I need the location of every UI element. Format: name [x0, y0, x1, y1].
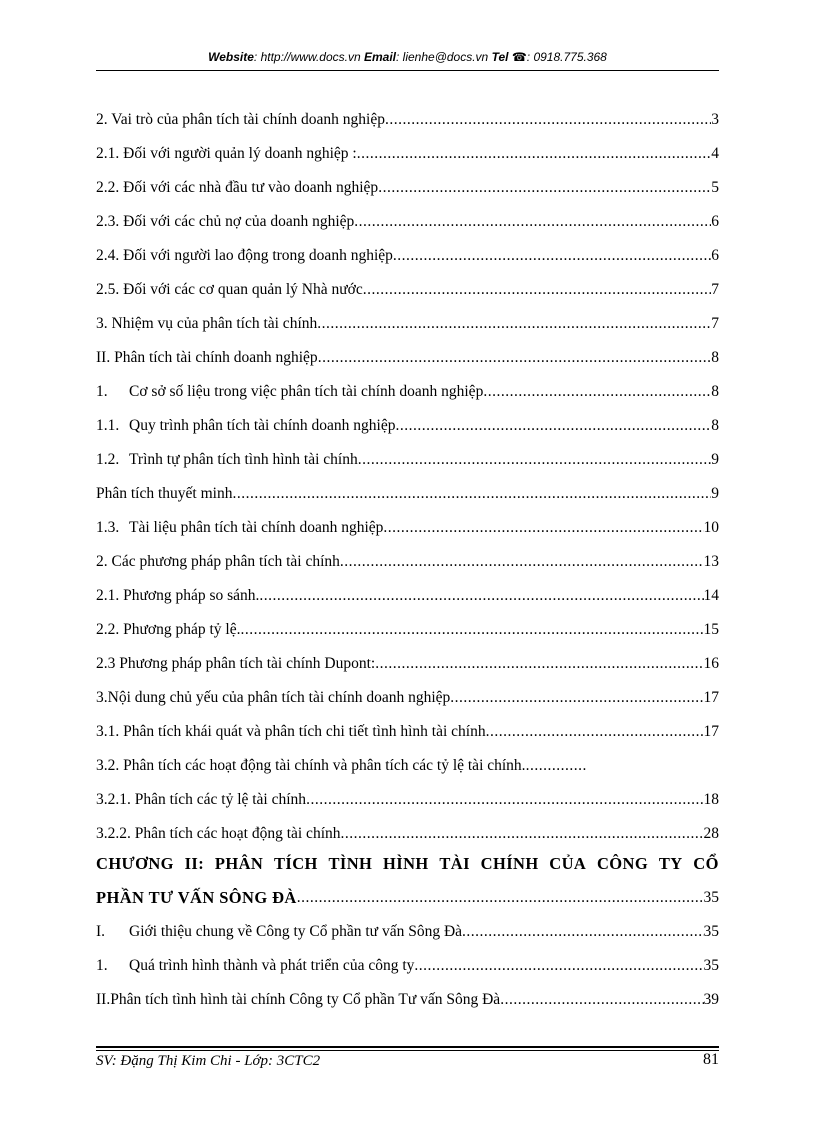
- footer-divider-thin: [96, 1050, 719, 1051]
- dot-leader: [317, 314, 711, 334]
- dot-leader: [357, 144, 712, 164]
- email-value[interactable]: : lienhe@docs.vn: [396, 50, 489, 64]
- dot-leader: [354, 212, 711, 232]
- dot-leader: [462, 922, 703, 942]
- header-divider: [96, 70, 719, 71]
- toc-entry[interactable]: 2.2. Phương pháp tỷ lệ. ..... 15: [96, 606, 719, 640]
- toc-entry[interactable]: 1.1. Quy trình phân tích tài chính doanh nghiệp ..... 8: [96, 402, 719, 436]
- dot-leader: [363, 280, 712, 300]
- footer-divider: [96, 1046, 719, 1048]
- dot-leader: [383, 518, 703, 538]
- toc-entry[interactable]: 2.1. Đối với người quản lý doanh nghiệp : ..... 4: [96, 130, 719, 164]
- toc-entry[interactable]: 3.1. Phân tích khái quát và phân tích chi tiết tình hình tài chính ..... 17: [96, 708, 719, 742]
- dot-leader: [375, 654, 703, 674]
- toc-entry[interactable]: 2. Các phương pháp phân tích tài chính ..... 13: [96, 538, 719, 572]
- telephone-icon: ☎: [511, 50, 527, 64]
- toc-entry[interactable]: 1. Quá trình hình thành và phát triển của công ty ..... 35: [96, 942, 719, 976]
- toc-entry[interactable]: 2.4. Đối với người lao động trong doanh nghiệp ..... 6: [96, 232, 719, 266]
- toc-entry[interactable]: II.Phân tích tình hình tài chính Công ty Cổ phần Tư vấn Sông Đà ..... 39: [96, 976, 719, 1010]
- page-header: [96, 50, 719, 64]
- toc-entry[interactable]: 1.3. Tài liệu phân tích tài chính doanh nghiệp ..... 10: [96, 504, 719, 538]
- toc-entry[interactable]: 2.5. Đối với các cơ quan quản lý Nhà nước ..... 7: [96, 266, 719, 300]
- dot-leader: [393, 246, 711, 266]
- toc-entry[interactable]: 3.2.1. Phân tích các tỷ lệ tài chính ..... 18: [96, 776, 719, 810]
- toc-entry[interactable]: 1. Cơ sở số liệu trong việc phân tích tài chính doanh nghiệp ..... 8: [96, 368, 719, 402]
- dot-leader: [486, 722, 704, 742]
- dot-leader: [297, 888, 704, 908]
- tel-value: : 0918.775.368: [526, 50, 607, 64]
- chapter-heading-line2[interactable]: PHẦN TƯ VẤN SÔNG ĐÀ ..... 35: [96, 874, 719, 908]
- dot-leader: [385, 110, 711, 130]
- table-of-contents: [96, 96, 719, 1010]
- dot-leader: [358, 450, 712, 470]
- dot-leader: [318, 348, 712, 368]
- dot-leader: [483, 382, 711, 402]
- page-number: 81: [703, 1051, 719, 1068]
- dot-leader: [232, 484, 711, 504]
- toc-entry[interactable]: 2.1. Phương pháp so sánh. ..... 14: [96, 572, 719, 606]
- toc-entry[interactable]: 3.2.2. Phân tích các hoạt động tài chính ..... 28: [96, 810, 719, 844]
- dot-leader: [240, 620, 703, 640]
- footer-author: SV: Đặng Thị Kim Chi - Lớp: 3CTC2: [96, 1053, 321, 1069]
- dot-leader: [259, 586, 703, 606]
- dot-leader: [414, 956, 703, 976]
- dot-leader: [340, 552, 704, 572]
- toc-entry[interactable]: I. Giới thiệu chung về Công ty Cổ phần tư vấn Sông Đà ..... 35: [96, 908, 719, 942]
- dot-leader: [341, 824, 704, 844]
- website-label: Website: [208, 50, 254, 64]
- email-label: Email: [363, 50, 396, 64]
- website-value[interactable]: : http://www.docs.vn: [253, 50, 361, 64]
- toc-entry[interactable]: Phân tích thuyết minh ..... 9: [96, 470, 719, 504]
- chapter-heading[interactable]: CHƯƠNG II: PHÂN TÍCH TÌNH HÌNH TÀI CHÍNH CỦA CÔNG TY CỔ: [96, 854, 719, 873]
- dot-leader: [500, 990, 703, 1010]
- dot-leader: [378, 178, 711, 198]
- toc-entry[interactable]: 3. Nhiệm vụ của phân tích tài chính ..... 7: [96, 300, 719, 334]
- dot-leader: [450, 688, 703, 708]
- toc-entry[interactable]: 2.2. Đối với các nhà đầu tư vào doanh nghiệp ..... 5: [96, 164, 719, 198]
- dot-leader: [306, 790, 703, 810]
- toc-entry[interactable]: 1.2. Trình tự phân tích tình hình tài chính ..... 9: [96, 436, 719, 470]
- toc-entry[interactable]: 2.3 Phương pháp phân tích tài chính Dupont: ..... 16: [96, 640, 719, 674]
- toc-entry[interactable]: 2. Vai trò của phân tích tài chính doanh nghiệp ..... 3: [96, 96, 719, 130]
- dot-leader: [395, 416, 711, 436]
- toc-entry[interactable]: 2.3. Đối với các chủ nợ của doanh nghiệp ..... 6: [96, 198, 719, 232]
- tel-label: Tel: [491, 50, 509, 64]
- toc-entry[interactable]: 3.2. Phân tích các hoạt động tài chính và phân tích các tỷ lệ tài chính. ..............: [96, 757, 587, 774]
- toc-entry[interactable]: II. Phân tích tài chính doanh nghiệp ..... 8: [96, 334, 719, 368]
- toc-entry[interactable]: 3.Nội dung chủ yếu của phân tích tài chính doanh nghiệp ..... 17: [96, 674, 719, 708]
